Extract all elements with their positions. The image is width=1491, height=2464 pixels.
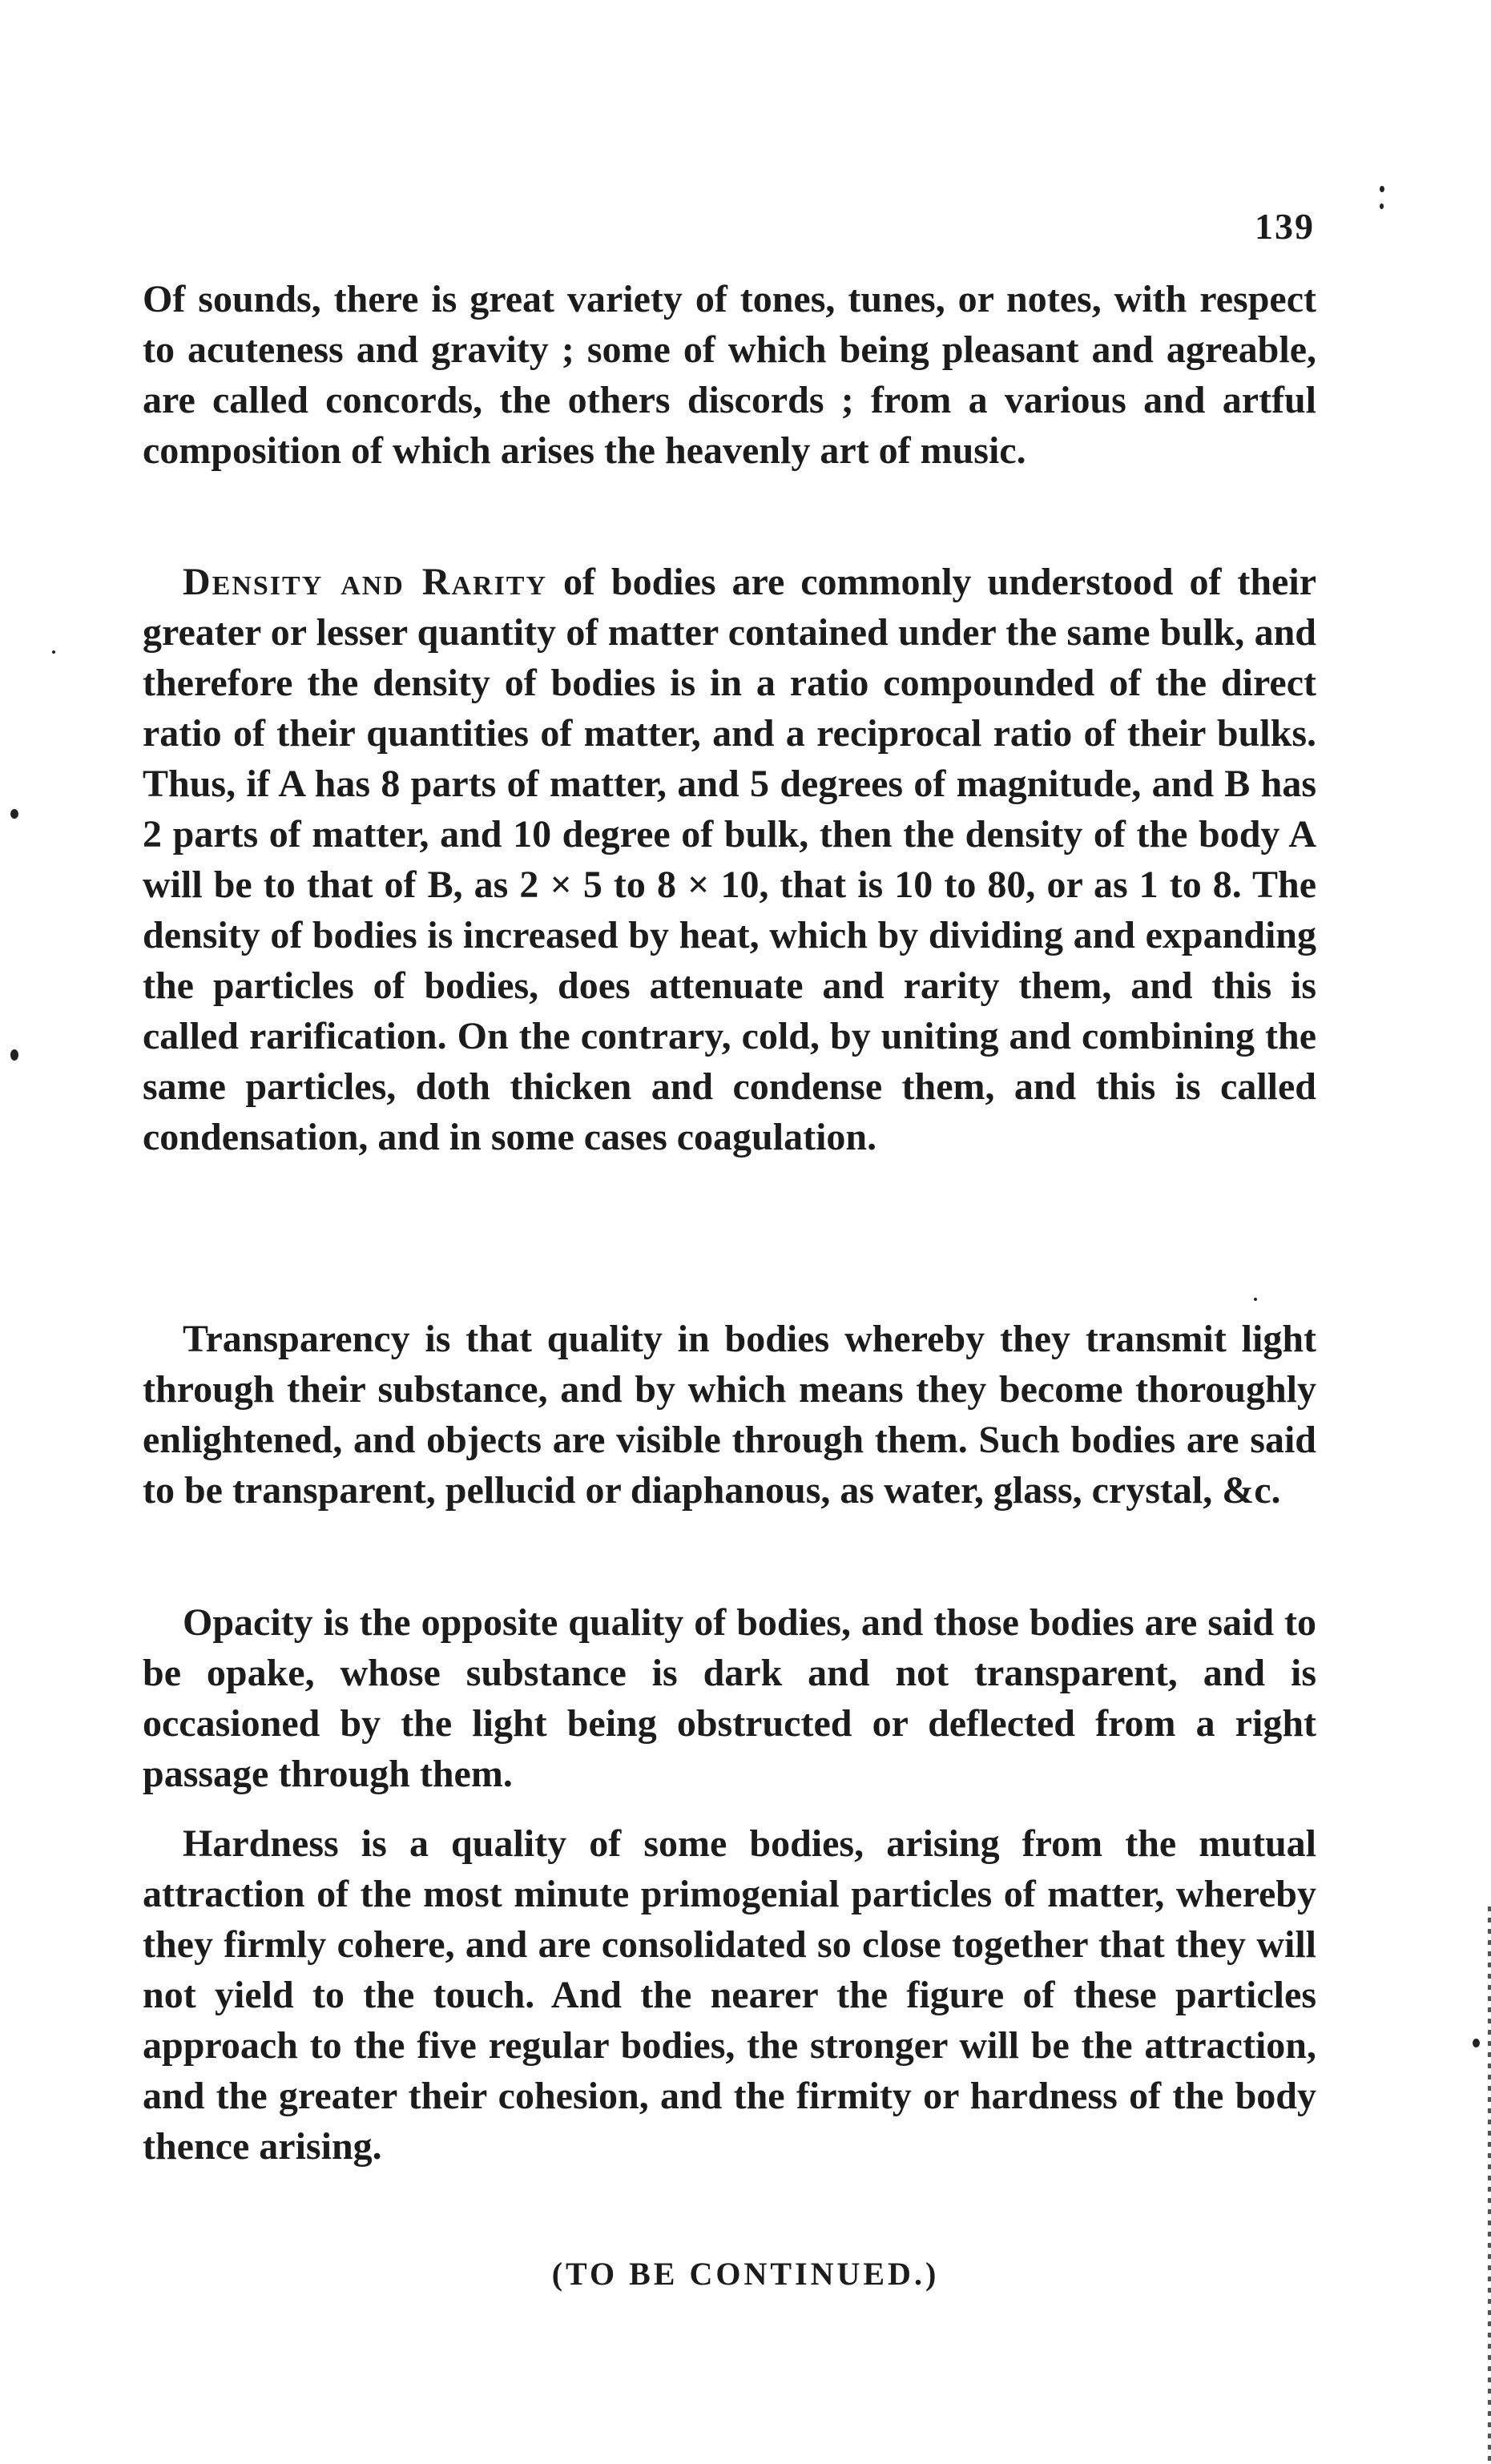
- scan-speck: [1380, 203, 1384, 209]
- paragraph-density-body: of bodies are commonly understood of their greater or lesser quantity of matter contained under the same bulk, and therefore the density of bodies is in a ratio compounded of the direct ratio of their quantities of matter, and a reciprocal ratio of their bulks. Thus, if A has 8 parts of matter, and 5 degrees of magnitude, and B has 2 parts of matter, and 10 degree of bulk, then the density of the body A will be to that of B, as 2 × 5 to 8 × 10, that is 10 to 80, or as 1 to 8. The density of bodies is increased by heat, which by dividing and expanding the particles of bodies, does attenuate and rarity them, and this is called rarification. On the contrary, cold, by uniting and combining the same particles, doth thicken and condense them, and this is called condensation, and in some cases coagulation.: [143, 561, 1317, 1158]
- paragraph-density: [143, 557, 1316, 1162]
- scan-edge-artifact: [1488, 1906, 1491, 2464]
- paragraph-lead-density-rarity: Density and Rarity: [183, 561, 548, 603]
- to-be-continued-note: (TO BE CONTINUED.): [551, 2256, 940, 2292]
- scan-speck: [52, 650, 55, 654]
- scan-speck: [1473, 2039, 1480, 2047]
- paragraph-opacity: Opacity is the opposite quality of bodies, and those bodies are said to be opake, whose substance is dark and not transparent, and is occasioned by the light being obstructed or deflected from a right passage through them.: [143, 1601, 1316, 1795]
- scan-speck: [1380, 186, 1384, 192]
- paragraph-transparency: Transparency is that quality in bodies whereby they transmit light through their substance, and by which means they become thoroughly enlightened, and objects are visible through them. Such bodies are said to be transparent, pellucid or diaphanous, as water, glass, crystal, &c.: [143, 1318, 1316, 1512]
- scan-speck: [1254, 1298, 1257, 1301]
- scan-speck: [10, 1049, 18, 1061]
- paragraph-sounds: Of sounds, there is great variety of tones, tunes, or notes, with respect to acuteness and gravity ; some of which being pleasant and agreable, are called concords, the others discords ; from a various and artful composition of which arises the heavenly art of music.: [143, 278, 1316, 472]
- scan-speck: [10, 809, 18, 819]
- page-number: 139: [1255, 206, 1315, 247]
- paragraph-hardness: Hardness is a quality of some bodies, arising from the mutual attraction of the most minute primogenial particles of matter, whereby they firmly cohere, and are consolidated so close together that they will not yield to the touch. And the nearer the figure of these particles approach to the five regular bodies, the stronger will be the attraction, and the greater their cohesion, and the firmity or hardness of the body thence arising.: [143, 1822, 1316, 2168]
